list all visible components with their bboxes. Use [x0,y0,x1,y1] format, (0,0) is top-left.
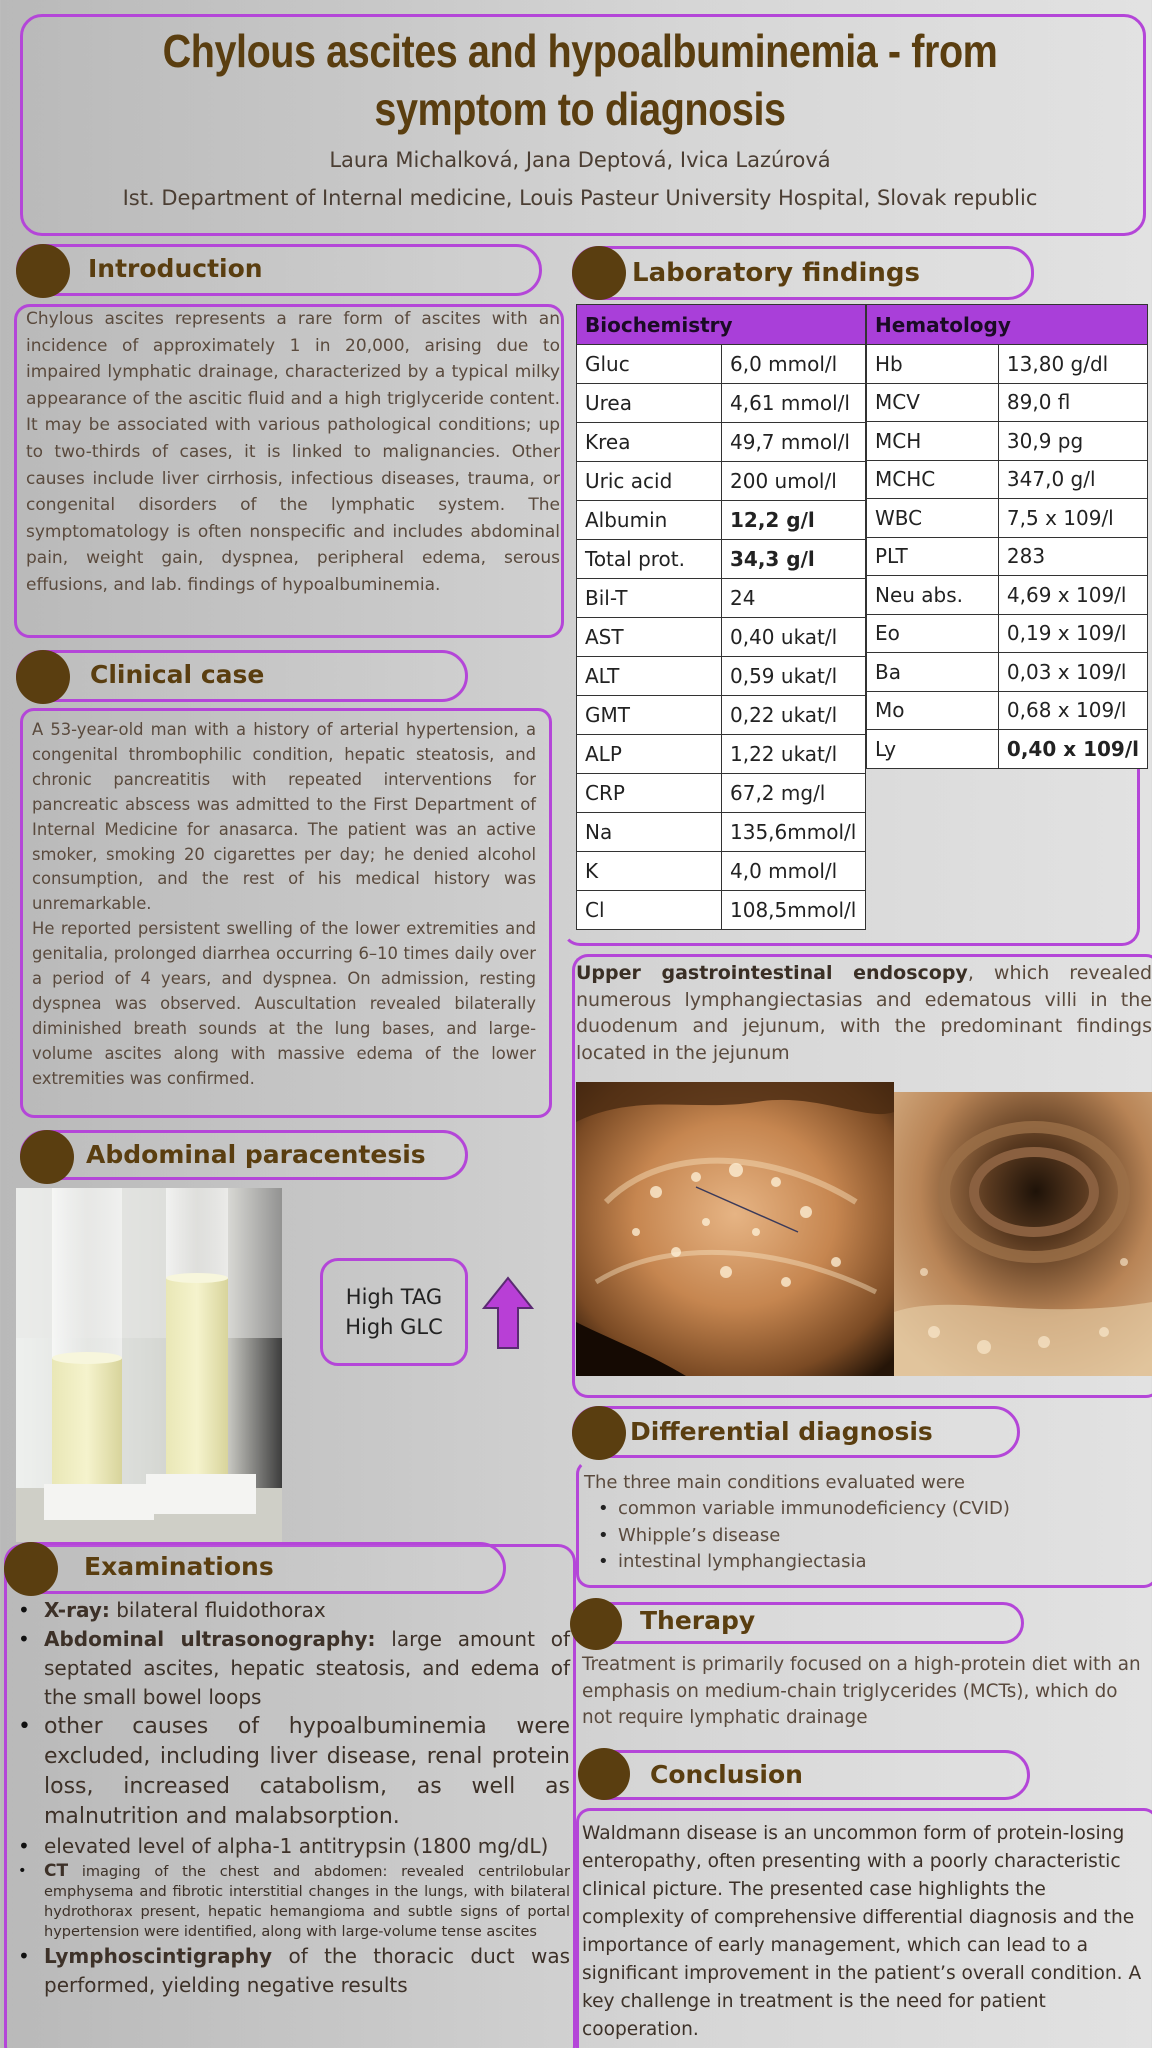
biochemistry-value: 0,22 ukat/l [722,696,866,735]
differential-item-whipple: • Whipple’s disease [584,1523,1144,1550]
clinical-case-bullet-icon [16,650,70,704]
biochemistry-parameter: Albumin [577,501,722,540]
hematology-value: 4,69 x 109/l [998,576,1147,615]
exam-ultrasonography-label: Abdominal ultrasonography: [44,1627,376,1651]
hematology-value: 30,9 pg [998,422,1147,461]
differential-item-cvid: • common variable immunodeficiency (CVID) [584,1496,1144,1523]
biochemistry-row [577,852,866,891]
biochemistry-table [576,304,866,930]
biochemistry-value: 4,0 mmol/l [722,852,866,891]
affiliation: Ist. Department of Internal medicine, Louis Pasteur University Hospital, Slovak republic [122,186,1038,210]
hematology-value: 7,5 x 109/l [998,499,1147,538]
hematology-value: 0,68 x 109/l [998,691,1147,730]
biochemistry-row [577,579,866,618]
lab-findings-bullet-icon [572,246,626,300]
hematology-table [866,304,1148,769]
examinations-bullet-icon [4,1542,58,1596]
hematology-parameter: Mo [867,691,999,730]
biochemistry-row [577,774,866,813]
ascitic-fluid-photo [16,1188,282,1542]
hematology-row [867,576,1148,615]
differential-list [584,1496,1144,1576]
hematology-value: 13,80 g/dl [998,345,1147,384]
biochemistry-value: 4,61 mmol/l [722,384,866,423]
hematology-value: 89,0 fl [998,383,1147,422]
paracentesis-bullet-icon [20,1130,74,1184]
biochemistry-parameter: AST [577,618,722,657]
paracentesis-result-text [320,1282,468,1342]
examinations-title: Examinations [84,1552,274,1581]
hematology-parameter: MCV [867,383,999,422]
biochemistry-value: 0,40 ukat/l [722,618,866,657]
biochemistry-parameter: Urea [577,384,722,423]
exam-xray-label: X-ray: [44,1598,110,1622]
differential-bullet-icon [572,1406,626,1460]
biochemistry-row [577,813,866,852]
hematology-parameter: PLT [867,537,999,576]
endoscopy-image-2-drawing [894,1092,1152,1376]
clinical-case-text [32,718,536,1092]
exam-hypoalbuminemia-text: other causes of hypoalbuminemia were excluded, including liver disease, renal protein loss, increased catabolism, as well as malnutrition and malabsorption. [44,1714,570,1829]
hematology-value: 283 [998,537,1147,576]
biochemistry-parameter: K [577,852,722,891]
biochemistry-row [577,384,866,423]
examinations-list [4,1596,570,2000]
biochemistry-parameter: CRP [577,774,722,813]
hematology-row [867,691,1148,730]
differential-title: Differential diagnosis [630,1417,933,1446]
introduction-text [26,306,560,599]
biochemistry-value: 135,6mmol/l [722,813,866,852]
therapy-bullet-icon [570,1598,622,1650]
exam-ultrasonography-text: large amount of septated ascites, hepatic steatosis, and edema of the small bowel loops [44,1627,570,1709]
biochemistry-row [577,891,866,930]
hematology-value: 347,0 g/l [998,460,1147,499]
biochemistry-value: 200 umol/l [722,462,866,501]
high-tag-label: High TAG [345,1285,443,1309]
high-glc-label: High GLC [345,1315,443,1339]
exam-alpha1-antitrypsin [4,1832,570,1861]
biochemistry-row [577,501,866,540]
therapy-text: Treatment is primarily focused on a high-protein diet with an emphasis on medium-chain triglycerides (MCTs), which do not require lymphatic drainage [582,1654,1141,1728]
biochemistry-row [577,423,866,462]
biochemistry-parameter: ALT [577,657,722,696]
hematology-header: Hematology [867,305,1148,345]
conclusion-title: Conclusion [650,1760,803,1789]
introduction-title: Introduction [88,254,263,283]
exam-lymphoscintigraphy [4,1942,570,2000]
exam-lymphoscintigraphy-text: of the thoracic duct was performed, yielding negative results [44,1944,570,1997]
exam-ct-text: imaging of the chest and abdomen: revealed centrilobular emphysema and fibrotic interstitial changes in the lungs, with bilateral hydrothorax present, hepatic hemangioma and subtle signs of portal hypertension were identified, along with large-volume tense ascites [44,1864,570,1940]
biochemistry-row [577,618,866,657]
hematology-row [867,614,1148,653]
biochemistry-parameter: Total prot. [577,540,722,579]
hematology-row [867,345,1148,384]
biochemistry-value: 108,5mmol/l [722,891,866,930]
exam-ultrasonography [4,1625,570,1712]
exam-alpha1-text: elevated level of alpha-1 antitrypsin (1800 mg/dL) [44,1834,549,1858]
lab-findings-title: Laboratory findings [632,258,920,288]
hematology-value: 0,19 x 109/l [998,614,1147,653]
biochemistry-parameter: Na [577,813,722,852]
hematology-value: 0,03 x 109/l [998,653,1147,692]
clinical-case-title: Clinical case [90,660,265,689]
conclusion-header [580,1750,1030,1800]
hematology-parameter: Neu abs. [867,576,999,615]
endoscopy-text [576,960,1152,1066]
endoscopy-photo-2 [894,1092,1152,1376]
biochemistry-value: 12,2 g/l [722,501,866,540]
clinical-case-paragraph-1: A 53-year-old man with a history of arterial hypertension, a congenital thrombophilic condition, hepatic steatosis, and chronic pancreatitis with repeated interventions for pancreatic abscess was admitted to the First Department of Internal Medicine for anasarca. The patient was an active smoker, smoking 20 cigarettes per day; he denied alcohol consumption, and the rest of his medical history was unremarkable. [32,720,536,914]
hematology-row [867,422,1148,461]
hematology-row [867,653,1148,692]
exam-lymphoscintigraphy-label: Lymphoscintigraphy [44,1944,273,1968]
biochemistry-row [577,540,866,579]
biochemistry-parameter: Gluc [577,345,722,384]
introduction-bullet-icon [16,244,70,298]
up-arrow-icon [482,1276,534,1350]
hematology-parameter: MCHC [867,460,999,499]
differential-intro: The three main conditions evaluated were [584,1472,965,1493]
biochemistry-parameter: Cl [577,891,722,930]
hematology-parameter: Ba [867,653,999,692]
endoscopy-image-1-drawing [576,1082,894,1376]
hematology-row [867,460,1148,499]
hematology-value: 0,40 x 109/l [998,730,1147,769]
hematology-parameter: Eo [867,614,999,653]
biochemistry-value: 34,3 g/l [722,540,866,579]
hematology-row [867,730,1148,769]
biochemistry-row [577,462,866,501]
differential-item-lymphangiectasia: • intestinal lymphangiectasia [584,1549,1144,1576]
biochemistry-value: 49,7 mmol/l [722,423,866,462]
therapy-title: Therapy [640,1606,756,1635]
biochemistry-parameter: ALP [577,735,722,774]
authors: Laura Michalková, Jana Deptová, Ivica Lazúrová [329,148,831,172]
hematology-parameter: MCH [867,422,999,461]
biochemistry-row [577,345,866,384]
exam-xray-text: bilateral fluidothorax [109,1598,326,1622]
biochemistry-row [577,696,866,735]
biochemistry-parameter: Krea [577,423,722,462]
hematology-row [867,499,1148,538]
poster-title: Chylous ascites and hypoalbuminemia - from symptom to diagnosis [162,25,998,135]
biochemistry-row [577,657,866,696]
biochemistry-header: Biochemistry [577,305,866,345]
exam-xray [4,1596,570,1625]
biochemistry-value: 6,0 mmol/l [722,345,866,384]
exam-ct [4,1861,570,1942]
paracentesis-title: Abdominal paracentesis [86,1140,426,1169]
hematology-parameter: WBC [867,499,999,538]
endoscopy-photo-1 [576,1082,894,1376]
clinical-case-paragraph-2: He reported persistent swelling of the lower extremities and genitalia, prolonged diarrhea occurring 6–10 times daily over a period of 4 years, and dyspnea. On admission, resting dyspnea was observed. Auscultation revealed bilaterally diminished breath sounds at the lung bases, and large-volume ascites along with massive edema of the lower extremities was confirmed. [32,919,536,1088]
biochemistry-parameter: Bil-T [577,579,722,618]
hematology-row [867,537,1148,576]
biochemistry-row [577,735,866,774]
conclusion-bullet-icon [578,1748,630,1800]
biochemistry-value: 0,59 ukat/l [722,657,866,696]
hematology-parameter: Ly [867,730,999,769]
endoscopy-label: Upper gastrointestinal endoscopy [576,962,968,984]
biochemistry-value: 1,22 ukat/l [722,735,866,774]
exam-ct-label: CT [44,1861,69,1881]
biochemistry-value: 67,2 mg/l [722,774,866,813]
biochemistry-parameter: Uric acid [577,462,722,501]
endoscopy-description: , which revealed numerous lymphangiectasias and edematous villi in the duodenum and jejunum, with the predominant findings located in the jejunum [576,962,1152,1064]
biochemistry-value: 24 [722,579,866,618]
biochemistry-parameter: GMT [577,696,722,735]
introduction-paragraph: Chylous ascites represents a rare form of ascites with an incidence of approximately 1 in 20,000, arising due to impaired lymphatic drainage, characterized by a typical milky appearance of the ascitic fluid and a high triglyceride content. It may be associated with various pathological conditions; up to two-thirds of cases, it is linked to malignancies. Other causes include liver cirrhosis, infectious diseases, trauma, or congenital disorders of the lymphatic system. The symptomatology is often nonspecific and includes abdominal pain, weight gain, dyspnea, peripheral edema, serous effusions, and lab. findings of hypoalbuminemia. [26,309,560,595]
ascitic-fluid-cylinders-drawing [16,1188,282,1542]
hematology-parameter: Hb [867,345,999,384]
conclusion-text: Waldmann disease is an uncommon form of protein-losing enteropathy, often presenting with a poorly characteristic clinical picture. The presented case highlights the complexity of comprehensive differential diagnosis and the importance of early management, which can lead to a significant improvement in the patient’s overall condition. A key challenge in treatment is the need for patient cooperation. [582,1823,1142,2040]
exam-hypoalbuminemia-causes [4,1712,570,1832]
hematology-row [867,383,1148,422]
